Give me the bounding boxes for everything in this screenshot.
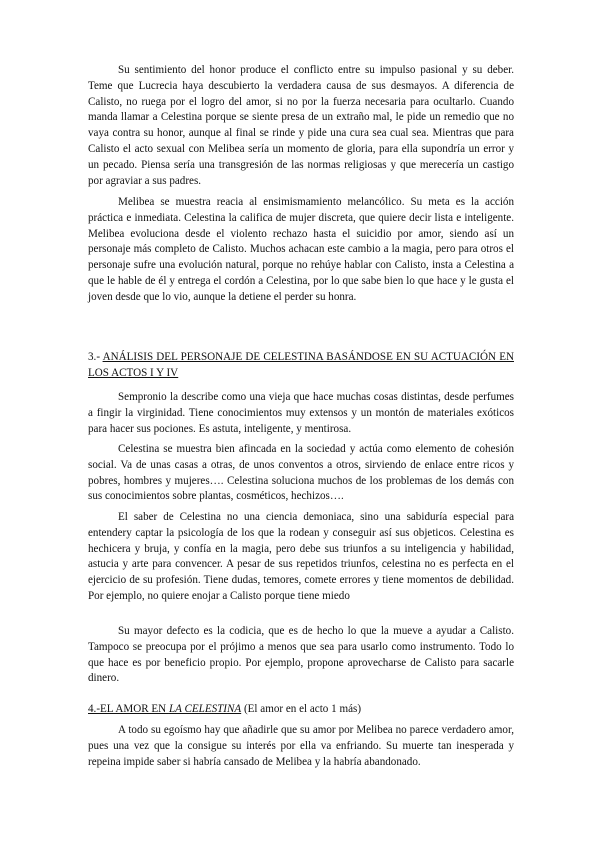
paragraph-celestina-social: Celestina se muestra bien afincada en la sociedad y actúa como elemento de cohesión social. Va de unas casas a otras, de unos conventos a otros, sirviendo de enlace entre ricos y pobres, hombres y mujeres…. Celestina soluciona muchos de los problemas de los demás con sus conocimientos sobre plantas, cosméticos, hechizos…. — [88, 443, 514, 503]
section-3-title: ANÁLISIS DEL PERSONAJE DE CELESTINA BASÁNDOSE EN SU ACTUACIÓN EN LOS ACTOS I Y IV — [88, 351, 514, 379]
section-4-title-suffix: (El amor en el acto 1 más) — [241, 703, 362, 715]
section-4-title-italic: LA CELESTINA — [168, 703, 242, 715]
section-4-heading — [88, 702, 514, 718]
section-3-heading — [88, 350, 514, 382]
paragraph-melibea-evolution: Melibea se muestra reacia al ensimismamiento melancólico. Su meta es la acción práctica e inmediata. Celestina la califica de mujer discreta, que quiere decir lista e inteligente. Melibea evoluciona desde el violento rechazo hasta el suicidio por amor, siendo así un personaje más completo de Calisto. Muchos achacan este cambio a la magia, pero para otros el personaje sufre una evolución natural, porque no rehúye hablar con Calisto, insta a Celestina a que le hable de él y entrega el cordón a Celestina, por lo que sabe bien lo que hace y le gusta el joven desde que lo vio, aunque la detiene el perder su honra. — [88, 196, 514, 303]
paragraph-melibea-honor: Su sentimiento del honor produce el conflicto entre su impulso pasional y su deber. Teme que Lucrecia haya descubierto la verdadera causa de sus desmayos. A diferencia de Calisto, no ruega por el logro del amor, si no por la fuerza necesaria para ocultarlo. Cuando manda llamar a Celestina porque se siente presa de un extraño mal, le pide un remedio que no vaya contra su honor, aunque al final se rinde y pide una cura sea cual sea. Mientras que para Calisto el acto sexual con Melibea sería un momento de gloria, para ella supondría un error y un pecado. Piensa sería una transgresión de las normas religiosas y que merecería un castigo por agraviar a sus padres. — [88, 64, 514, 187]
paragraph-sempronio-description: Sempronio la describe como una vieja que hace muchas cosas distintas, desde perfumes a fingir la virginidad. Tiene conocimientos muy extensos y un montón de materiales exóticos para hacer sus pociones. Es astuta, inteligente, y mentirosa. — [88, 391, 514, 435]
section-4-title-prefix: 4.-EL AMOR EN — [88, 703, 169, 715]
paragraph-love-egoism: A todo su egoísmo hay que añadirle que su amor por Melibea no parece verdadero amor, pues una vez que la consigue su interés por ella va enfriando. Su muerte tan inesperada y repeina impide saber si habría cansado de Melibea y la habría abandonado. — [88, 724, 514, 768]
section-3-number: 3.- — [88, 351, 103, 363]
paragraph-celestina-knowledge: El saber de Celestina no una ciencia demoniaca, sino una sabiduría especial para entendery captar la psicología de los que la rodean y conseguir así sus objeticos. Celestina es hechicera y bruja, y confía en la magia, pero debe sus triunfos a su inteligencia y habilidad, astucia y arte para convencer. A pesar de sus repetidos triunfos, celestina no es perfecta en el ejercicio de su profesión. Tiene dudas, temores, comete errores y tiene momentos de debilidad. Por ejemplo, no quiere enojar a Calisto porque tiene miedo — [88, 511, 514, 602]
paragraph-celestina-greed: Su mayor defecto es la codicia, que es de hecho lo que la mueve a ayudar a Calisto. Tampoco se preocupa por el prójimo a menos que sea para usarlo como instrumento. Todo lo que hace es por beneficio propio. Por ejemplo, propone aprovecharse de Calisto para sacarle dinero. — [88, 625, 514, 685]
